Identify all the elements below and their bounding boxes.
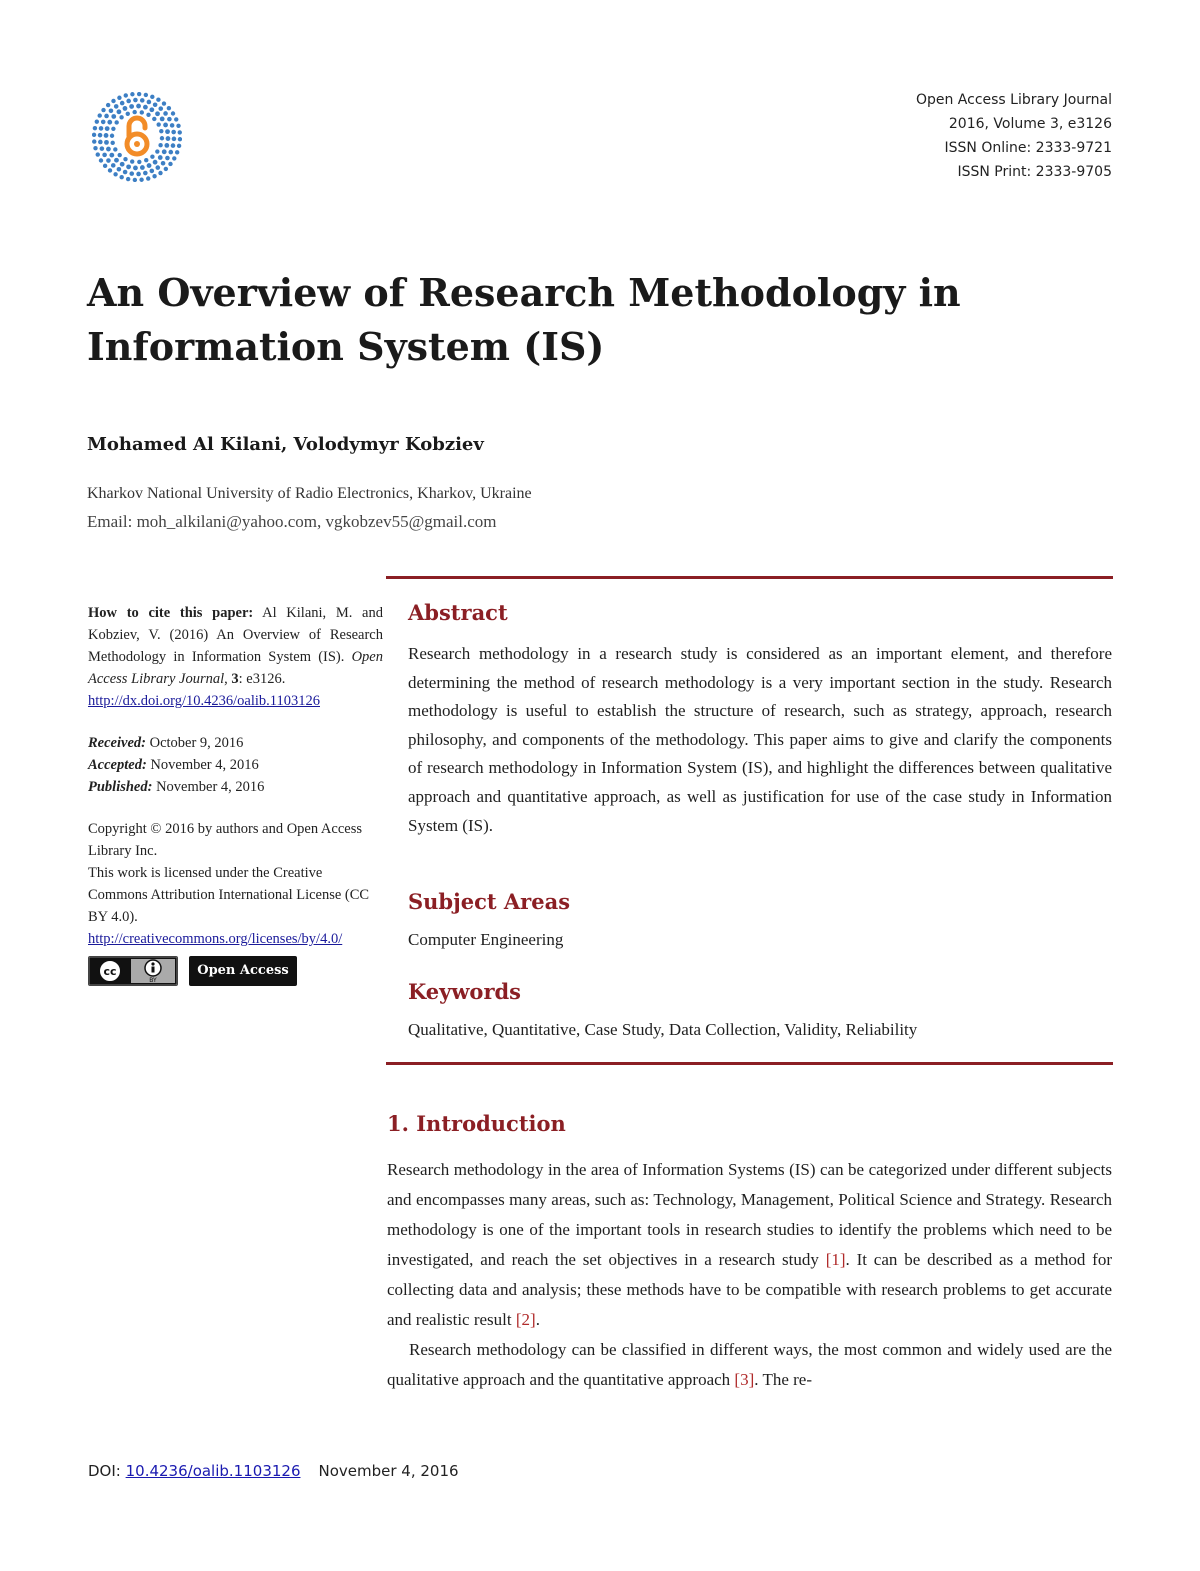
intro-text-run: . [535, 1310, 540, 1329]
copyright-block [88, 818, 383, 950]
introduction-paragraph [387, 1335, 1112, 1395]
license-badges [88, 956, 383, 988]
subject-areas-heading: Subject Areas [408, 889, 571, 914]
copyright-line: Copyright © 2016 by authors and Open Access Library Inc. [88, 821, 362, 859]
journal-info [916, 88, 1112, 184]
published-date [88, 776, 383, 798]
abstract-text: Research methodology in a research study is considered as an important element, and therefore determining the method of research methodology is a very important section in the study. Research methodology is useful to establish the structure of research, such as strategy, approach, research philosophy, and components of the methodology. This paper aims to give and clarify the components of research methodology in Information System (IS), and highlight the differences between qualitative approach and quantitative approach, as well as justification for use of the case study in Information System (IS). [408, 644, 1112, 835]
citation-journal: Open Access Library Journal [88, 649, 383, 687]
citation-block [88, 602, 383, 712]
intro-text-run: Research methodology in the area of Information Systems (IS) can be categorized under different subjects and encompasses many areas, such as: Technology, Management, Political Science and Strategy. Research methodology is one of the important tools in research studies to identify the problems which need to be investigated, and reach the set objectives in a research study [387, 1160, 1112, 1269]
license-line: This work is licensed under the Creative Commons Attribution International License (CC BY 4.0). [88, 865, 370, 925]
reference-link[interactable]: [3] [734, 1370, 755, 1389]
keywords-text: Qualitative, Quantitative, Case Study, Data Collection, Validity, Reliability [408, 1020, 918, 1039]
abstract-top-rule [386, 576, 1113, 579]
article-info-column [88, 602, 383, 988]
citation-article-number: : e3126. [238, 671, 286, 687]
open-access-logo-icon [92, 92, 182, 182]
introduction-paragraph [387, 1155, 1112, 1335]
citation-label: How to cite this paper: [88, 605, 254, 621]
doi-link[interactable]: 10.4236/oalib.1103126 [125, 1462, 301, 1480]
article-dates [88, 732, 383, 798]
page-footer [88, 1462, 459, 1480]
journal-volume: 2016, Volume 3, e3126 [948, 116, 1112, 132]
cc-by-badge[interactable] [88, 956, 178, 986]
paper-title: An Overview of Research Methodology in Information System (IS) [87, 270, 961, 369]
received-label: Received: [88, 735, 146, 751]
intro-text-run: . The re- [754, 1370, 812, 1389]
author-email[interactable]: Email: moh_alkilani@yahoo.com, vgkobzev55@gmail.com [87, 512, 497, 531]
journal-name: Open Access Library Journal [915, 92, 1112, 108]
citation-volume: 3 [231, 671, 239, 687]
introduction-body [387, 1155, 1112, 1395]
citation-sep: , [224, 671, 232, 687]
published-label: Published: [88, 779, 153, 795]
cc-label: cc [103, 965, 117, 978]
intro-text-run: . It can be described as a method for collecting data and analysis; these methods have to be compatible with research problems to get accurate and realistic result [387, 1250, 1112, 1329]
citation-doi-link[interactable]: http://dx.doi.org/10.4236/oalib.1103126 [88, 693, 320, 709]
license-link[interactable]: http://creativecommons.org/licenses/by/4.0/ [88, 931, 343, 947]
issn-online: ISSN Online: 2333-9721 [944, 140, 1112, 156]
cc-by-label: BY [149, 977, 157, 984]
intro-text-run: Research methodology can be classified in different ways, the most common and widely used are the qualitative approach and the quantitative approach [387, 1340, 1112, 1389]
author-list: Mohamed Al Kilani, Volodymyr Kobziev [87, 434, 484, 455]
received-value: October 9, 2016 [145, 735, 244, 751]
doi-label: DOI: [88, 1462, 126, 1480]
issn-print: ISSN Print: 2333-9705 [957, 164, 1112, 180]
creative-commons-icon [88, 956, 178, 986]
abstract-bottom-rule [386, 1062, 1113, 1065]
received-date [88, 732, 383, 754]
accepted-value: November 4, 2016 [146, 757, 259, 773]
published-value: November 4, 2016 [152, 779, 265, 795]
footer-date: November 4, 2016 [318, 1462, 459, 1480]
open-access-badge[interactable]: Open Access [189, 956, 297, 986]
accepted-label: Accepted: [88, 757, 147, 773]
abstract-heading: Abstract [408, 600, 508, 625]
citation-text: Al Kilani, M. and Kobziev, V. (2016) An Overview of Research Methodology in Information System (IS). [88, 605, 383, 665]
affiliation: Kharkov National University of Radio Electronics, Kharkov, Ukraine [87, 485, 532, 502]
accepted-date [88, 754, 383, 776]
introduction-heading: 1. Introduction [387, 1111, 566, 1136]
reference-link[interactable]: [2] [515, 1310, 536, 1329]
subject-areas-text: Computer Engineering [408, 930, 564, 949]
keywords-heading: Keywords [408, 979, 522, 1004]
reference-link[interactable]: [1] [825, 1250, 846, 1269]
